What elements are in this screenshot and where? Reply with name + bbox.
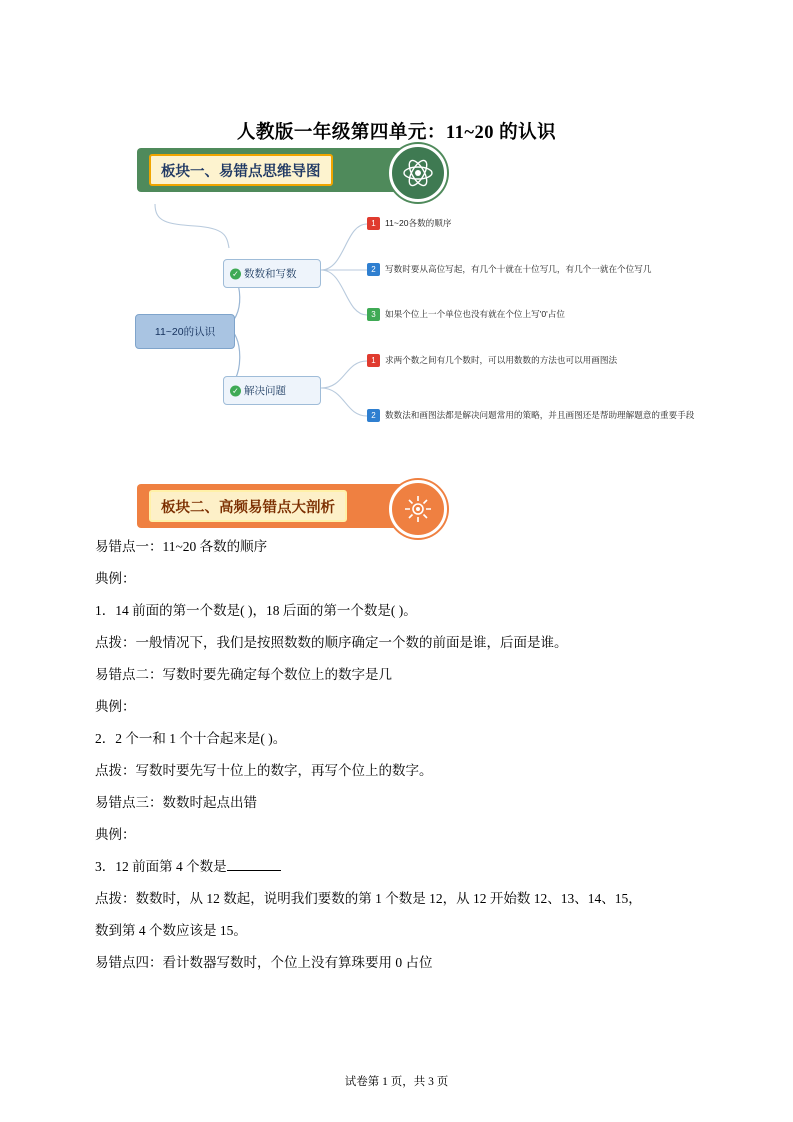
content-line: 易错点四：看计数器写数时，个位上没有算珠要用 0 占位 (95, 955, 433, 970)
mindmap-branch-1 (223, 259, 321, 288)
leaf-number: 1 (367, 354, 380, 367)
atom-icon (389, 144, 447, 202)
answer-blank[interactable] (227, 870, 281, 871)
mindmap (95, 202, 698, 472)
content-line: 易错点三：数数时起点出错 (95, 795, 257, 810)
question-prefix: 3．12 前面第 4 个数是 (95, 859, 227, 874)
mindmap-leaf (367, 263, 651, 276)
content-line: 典例： (95, 571, 136, 586)
leaf-text: 11~20各数的顺序 (385, 218, 452, 228)
content-line: 点拨：数数时，从 12 数起，说明我们要数的第 1 个数是 12，从 12 开始数 12、13、14、15， (95, 891, 642, 906)
leaf-number: 3 (367, 308, 380, 321)
mindmap-branch-2 (223, 376, 321, 405)
content-line-with-blank (95, 856, 698, 877)
gear-flower-icon (389, 480, 447, 538)
content-line: 易错点一：11~20 各数的顺序 (95, 539, 268, 554)
mindmap-leaf (367, 217, 451, 230)
section-banner-two (137, 480, 467, 532)
content-line: 点拨：写数时要先写十位上的数字，再写个位上的数字。 (95, 763, 433, 778)
content-line: 典例： (95, 827, 136, 842)
content-line: 典例： (95, 699, 136, 714)
check-icon: ✓ (230, 268, 241, 279)
check-icon: ✓ (230, 385, 241, 396)
leaf-number: 1 (367, 217, 380, 230)
mindmap-leaf (367, 409, 694, 422)
content-line: 2．2 个一和 1 个十合起来是( )。 (95, 731, 287, 746)
banner-one-label: 板块一、易错点思维导图 (149, 154, 333, 186)
content-line: 1．14 前面的第一个数是( )，18 后面的第一个数是( )。 (95, 603, 417, 618)
mindmap-leaf (367, 308, 565, 321)
content-line: 点拨：一般情况下，我们是按照数数的顺序确定一个数的前面是谁，后面是谁。 (95, 635, 568, 650)
page-title: 人教版一年级第四单元：11~20 的认识 (236, 123, 557, 143)
page-footer: 试卷第 1 页，共 3 页 (344, 1076, 449, 1088)
leaf-text: 数数法和画图法都是解决问题常用的策略，并且画图还是帮助理解题意的重要手段 (385, 410, 695, 420)
leaf-text: 如果个位上一个单位也没有就在个位上写'0'占位 (385, 309, 565, 319)
body-content (95, 536, 698, 973)
content-line: 易错点二：写数时要先确定每个数位上的数字是几 (95, 667, 392, 682)
mindmap-leaf (367, 354, 617, 367)
mindmap-branch-2-label: 解决问题 (244, 385, 286, 397)
section-banner-one (137, 144, 467, 196)
leaf-text: 写数时要从高位写起，有几个十就在十位写几，有几个一就在个位写几 (385, 264, 652, 274)
mindmap-root: 11~20的认识 (135, 314, 235, 349)
leaf-number: 2 (367, 409, 380, 422)
banner-two-label: 板块二、高频易错点大剖析 (149, 490, 347, 522)
leaf-text: 求两个数之间有几个数时，可以用数数的方法也可以用画图法 (385, 355, 618, 365)
mindmap-branch-1-label: 数数和写数 (244, 268, 297, 280)
leaf-number: 2 (367, 263, 380, 276)
content-line: 数到第 4 个数应该是 15。 (95, 923, 247, 938)
